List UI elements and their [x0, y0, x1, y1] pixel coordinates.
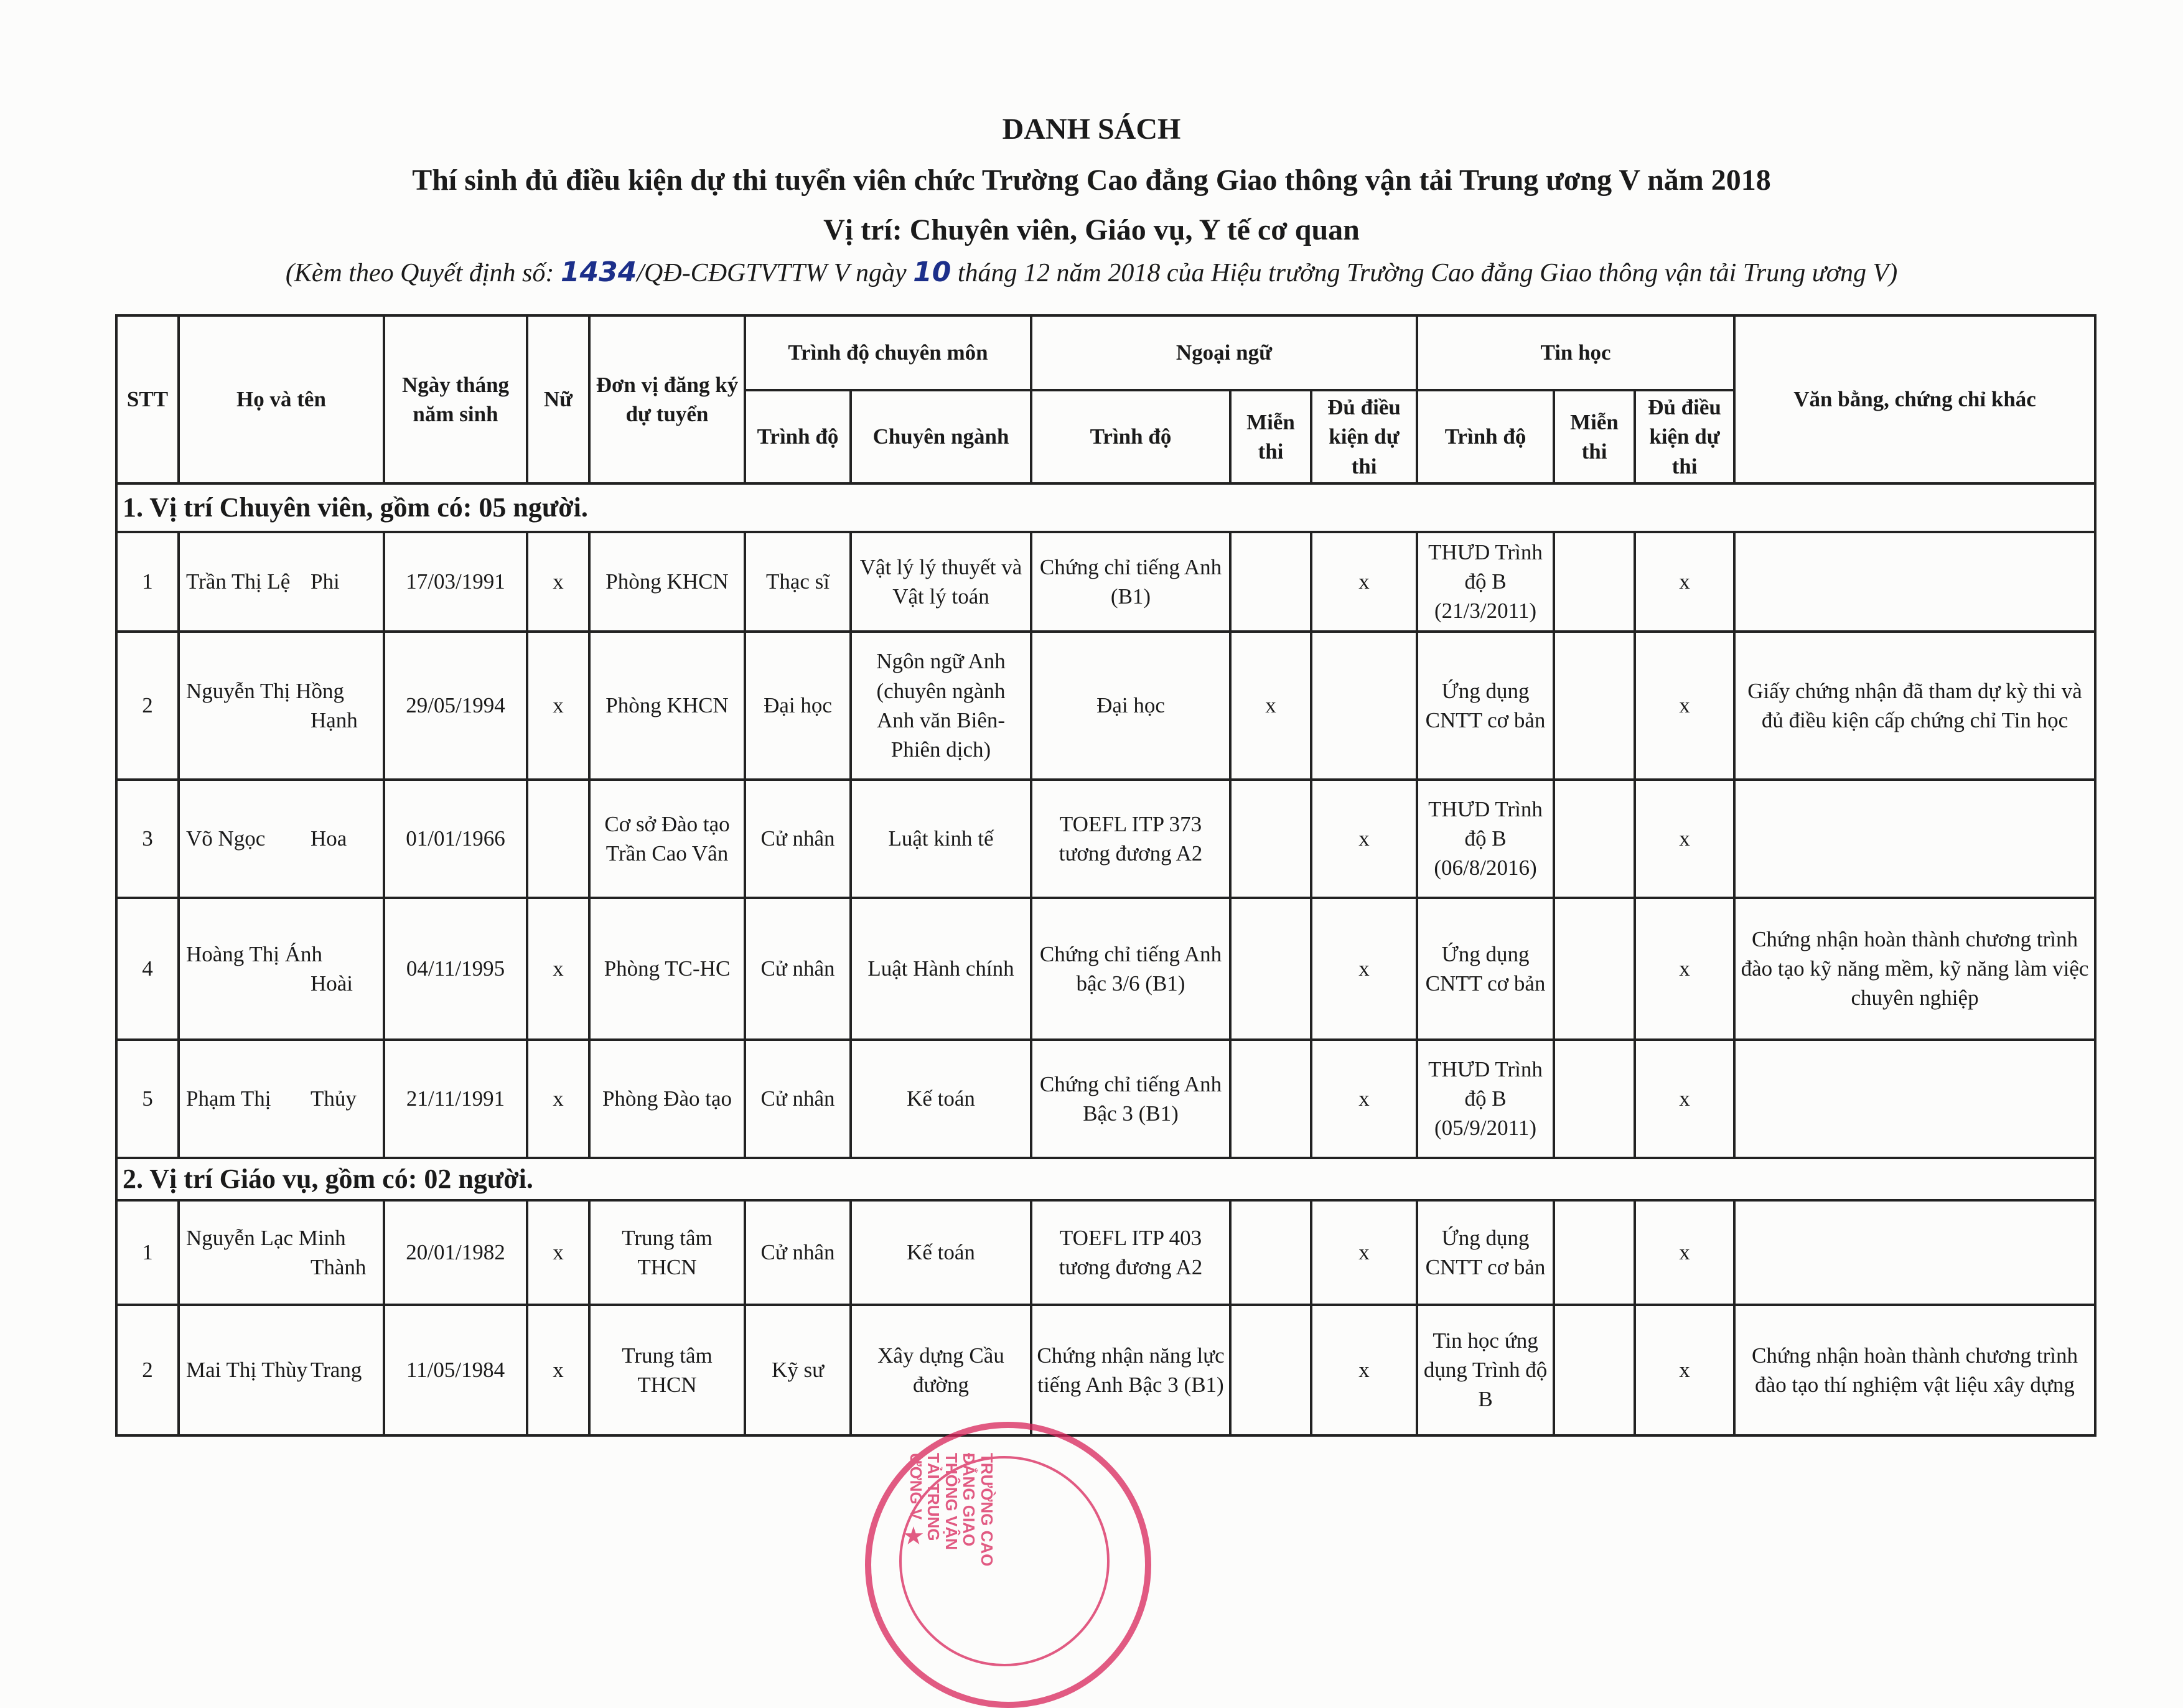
col-it-level: Trình độ — [1417, 390, 1554, 483]
candidate-table — [115, 314, 2097, 1437]
cell-given-name: Thành — [311, 1254, 367, 1279]
cell-given-name: Phi — [311, 569, 340, 594]
col-expertise-major: Chuyên ngành — [851, 390, 1031, 483]
cell-lang: TOEFL ITP 373 tương đương A2 — [1031, 780, 1230, 898]
cell-stt: 3 — [116, 780, 179, 898]
cell-dob: 01/01/1966 — [384, 780, 527, 898]
col-language: Ngoại ngữ — [1031, 315, 1417, 390]
cell-lang-exempt — [1230, 532, 1311, 632]
cell-it-exempt — [1554, 780, 1635, 898]
cell-lang-exempt: x — [1230, 632, 1311, 780]
cell-other: Giấy chứng nhận đã tham dự kỳ thi và đủ điều kiện cấp chứng chỉ Tin học — [1734, 632, 2095, 780]
cell-surname: Hoàng Thị Ánh — [186, 941, 323, 966]
table-row — [116, 1200, 2095, 1305]
cell-name — [179, 532, 384, 632]
cell-unit: Phòng KHCN — [589, 532, 745, 632]
cell-it-exempt — [1554, 1040, 1635, 1158]
cell-level: Cử nhân — [745, 1040, 851, 1158]
decision-line — [0, 256, 2183, 288]
cell-it-exempt — [1554, 898, 1635, 1040]
col-expertise: Trình độ chuyên môn — [745, 315, 1031, 390]
col-female: Nữ — [527, 315, 589, 483]
cell-it-eligible: x — [1635, 780, 1734, 898]
cell-dob: 29/05/1994 — [384, 632, 527, 780]
official-seal — [865, 1422, 1151, 1708]
cell-lang: Chứng nhận năng lực tiếng Anh Bậc 3 (B1) — [1031, 1305, 1230, 1435]
table-row — [116, 780, 2095, 898]
cell-it-eligible: x — [1635, 1200, 1734, 1305]
cell-unit: Phòng Đào tạo — [589, 1040, 745, 1158]
cell-surname: Mai Thị Thùy — [186, 1358, 308, 1383]
col-lang-exempt: Miễn thi — [1230, 390, 1311, 483]
cell-other — [1734, 532, 2095, 632]
col-other: Văn bằng, chứng chỉ khác — [1734, 315, 2095, 483]
cell-major: Luật Hành chính — [851, 898, 1031, 1040]
cell-given-name: Thủy — [311, 1086, 357, 1111]
decision-day: 10 — [913, 256, 951, 288]
cell-given-name: Hoa — [311, 826, 347, 851]
cell-surname: Nguyễn Thị Hồng — [186, 678, 345, 703]
cell-unit: Phòng TC-HC — [589, 898, 745, 1040]
seal-text: TRƯỜNG CAO ĐẲNG GIAO THÔNG VẬN TẢI TRUNG ƯƠNG V — [906, 1453, 996, 1567]
positions-line: Vị trí: Chuyên viên, Giáo vụ, Y tế cơ quan — [823, 213, 1360, 246]
cell-given-name: Trang — [311, 1358, 362, 1383]
decision-suffix: tháng 12 năm 2018 của Hiệu trưởng Trường Cao đẳng Giao thông vận tải Trung ương V) — [951, 259, 1898, 287]
cell-level: Thạc sĩ — [745, 532, 851, 632]
col-unit: Đơn vị đăng ký dự tuyển — [589, 315, 745, 483]
cell-level: Cử nhân — [745, 780, 851, 898]
col-lang-level: Trình độ — [1031, 390, 1230, 483]
decision-mid: /QĐ-CĐGTVTTW V ngày — [637, 259, 914, 287]
table-row — [116, 1040, 2095, 1158]
cell-female: x — [527, 898, 589, 1040]
table-row — [116, 632, 2095, 780]
cell-it: THƯD Trình độ B (21/3/2011) — [1417, 532, 1554, 632]
col-lang-eligible: Đủ điều kiện dự thi — [1311, 390, 1417, 483]
cell-lang-eligible — [1311, 632, 1417, 780]
cell-name — [179, 1305, 384, 1435]
cell-it-eligible: x — [1635, 532, 1734, 632]
cell-name — [179, 780, 384, 898]
cell-name — [179, 1040, 384, 1158]
cell-it-eligible: x — [1635, 1040, 1734, 1158]
cell-it: THƯD Trình độ B (05/9/2011) — [1417, 1040, 1554, 1158]
decision-number: 1434 — [560, 256, 637, 288]
cell-lang-eligible: x — [1311, 1040, 1417, 1158]
cell-major: Vật lý lý thuyết và Vật lý toán — [851, 532, 1031, 632]
section-title: 2. Vị trí Giáo vụ, gồm có: 02 người. — [116, 1158, 2095, 1200]
cell-major: Luật kinh tế — [851, 780, 1031, 898]
cell-surname: Trần Thị Lệ — [186, 569, 291, 594]
table-row — [116, 1305, 2095, 1435]
cell-it: Tin học ứng dụng Trình độ B — [1417, 1305, 1554, 1435]
cell-it-eligible: x — [1635, 898, 1734, 1040]
cell-major: Kế toán — [851, 1200, 1031, 1305]
table-row — [116, 898, 2095, 1040]
cell-level: Kỹ sư — [745, 1305, 851, 1435]
cell-it: Ứng dụng CNTT cơ bản — [1417, 898, 1554, 1040]
cell-lang-exempt — [1230, 898, 1311, 1040]
cell-other: Chứng nhận hoàn thành chương trình đào tạo thí nghiệm vật liệu xây dựng — [1734, 1305, 2095, 1435]
cell-level: Đại học — [745, 632, 851, 780]
cell-lang-exempt — [1230, 1200, 1311, 1305]
cell-it-exempt — [1554, 532, 1635, 632]
col-it: Tin học — [1417, 315, 1734, 390]
cell-major: Ngôn ngữ Anh (chuyên ngành Anh văn Biên-Phiên dịch) — [851, 632, 1031, 780]
cell-surname: Võ Ngọc — [186, 826, 266, 851]
cell-level: Cử nhân — [745, 898, 851, 1040]
col-name: Họ và tên — [179, 315, 384, 483]
cell-dob: 17/03/1991 — [384, 532, 527, 632]
cell-unit: Trung tâm THCN — [589, 1305, 745, 1435]
cell-dob: 20/01/1982 — [384, 1200, 527, 1305]
col-it-eligible: Đủ điều kiện dự thi — [1635, 390, 1734, 483]
cell-name — [179, 898, 384, 1040]
cell-lang: Đại học — [1031, 632, 1230, 780]
decision-prefix: (Kèm theo Quyết định số: — [285, 259, 561, 287]
cell-lang-eligible: x — [1311, 1305, 1417, 1435]
cell-unit: Cơ sở Đào tạo Trần Cao Vân — [589, 780, 745, 898]
star-icon: ★ — [902, 1522, 925, 1550]
cell-female: x — [527, 1305, 589, 1435]
cell-name — [179, 632, 384, 780]
cell-lang: Chứng chỉ tiếng Anh Bậc 3 (B1) — [1031, 1040, 1230, 1158]
document-subtitle: Thí sinh đủ điều kiện dự thi tuyển viên chức Trường Cao đẳng Giao thông vận tải Trung ương V năm 2018 — [412, 164, 1771, 197]
cell-given-name: Hạnh — [311, 707, 358, 732]
cell-lang-eligible: x — [1311, 898, 1417, 1040]
col-expertise-level: Trình độ — [745, 390, 851, 483]
cell-female: x — [527, 632, 589, 780]
cell-stt: 1 — [116, 532, 179, 632]
cell-other — [1734, 780, 2095, 898]
cell-stt: 2 — [116, 632, 179, 780]
cell-lang: TOEFL ITP 403 tương đương A2 — [1031, 1200, 1230, 1305]
cell-stt: 5 — [116, 1040, 179, 1158]
cell-dob: 11/05/1984 — [384, 1305, 527, 1435]
cell-stt: 4 — [116, 898, 179, 1040]
cell-other — [1734, 1040, 2095, 1158]
cell-surname: Nguyễn Lạc Minh — [186, 1225, 346, 1250]
cell-lang-exempt — [1230, 1305, 1311, 1435]
cell-female: x — [527, 1200, 589, 1305]
cell-it-eligible: x — [1635, 1305, 1734, 1435]
cell-lang-exempt — [1230, 780, 1311, 898]
cell-it: Ứng dụng CNTT cơ bản — [1417, 1200, 1554, 1305]
cell-it-eligible: x — [1635, 632, 1734, 780]
cell-it: Ứng dụng CNTT cơ bản — [1417, 632, 1554, 780]
cell-lang-eligible: x — [1311, 780, 1417, 898]
cell-female — [527, 780, 589, 898]
cell-it: THƯD Trình độ B (06/8/2016) — [1417, 780, 1554, 898]
cell-other: Chứng nhận hoàn thành chương trình đào tạo kỹ năng mềm, kỹ năng làm việc chuyên nghiệp — [1734, 898, 2095, 1040]
col-stt: STT — [116, 315, 179, 483]
table-row — [116, 532, 2095, 632]
cell-major: Xây dựng Cầu đường — [851, 1305, 1031, 1435]
document-title: DANH SÁCH — [1002, 113, 1181, 146]
cell-lang: Chứng chỉ tiếng Anh (B1) — [1031, 532, 1230, 632]
cell-female: x — [527, 1040, 589, 1158]
cell-lang-exempt — [1230, 1040, 1311, 1158]
cell-other — [1734, 1200, 2095, 1305]
col-it-exempt: Miễn thi — [1554, 390, 1635, 483]
cell-it-exempt — [1554, 632, 1635, 780]
cell-it-exempt — [1554, 1200, 1635, 1305]
col-dob: Ngày tháng năm sinh — [384, 315, 527, 483]
cell-level: Cử nhân — [745, 1200, 851, 1305]
cell-major: Kế toán — [851, 1040, 1031, 1158]
cell-it-exempt — [1554, 1305, 1635, 1435]
section-title: 1. Vị trí Chuyên viên, gồm có: 05 người. — [116, 483, 2095, 532]
cell-lang-eligible: x — [1311, 532, 1417, 632]
cell-female: x — [527, 532, 589, 632]
cell-lang: Chứng chỉ tiếng Anh bậc 3/6 (B1) — [1031, 898, 1230, 1040]
cell-stt: 1 — [116, 1200, 179, 1305]
cell-unit: Phòng KHCN — [589, 632, 745, 780]
cell-lang-eligible: x — [1311, 1200, 1417, 1305]
cell-stt: 2 — [116, 1305, 179, 1435]
cell-dob: 04/11/1995 — [384, 898, 527, 1040]
cell-given-name: Hoài — [311, 971, 353, 996]
cell-unit: Trung tâm THCN — [589, 1200, 745, 1305]
cell-dob: 21/11/1991 — [384, 1040, 527, 1158]
cell-name — [179, 1200, 384, 1305]
cell-surname: Phạm Thị — [186, 1086, 271, 1111]
